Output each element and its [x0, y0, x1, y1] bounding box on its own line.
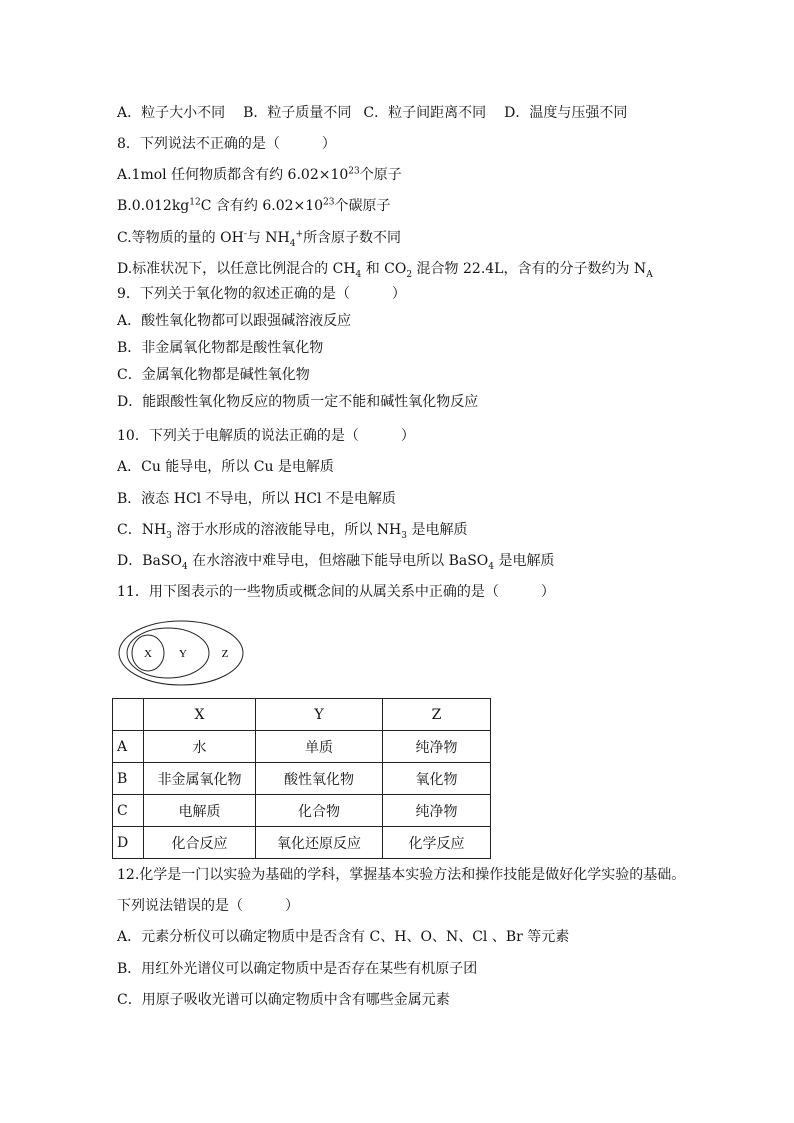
q12-option-a: A．元素分析仪可以确定物质中是否含有 C、H、O、N、Cl 、Br 等元素 — [117, 929, 570, 945]
q10-option-b: B．液态 HCl 不导电，所以 HCl 不是电解质 — [117, 491, 396, 507]
table-row — [113, 731, 491, 763]
table-cell: 电解质 — [144, 795, 256, 827]
table-header-z: Z — [383, 699, 491, 731]
q7-option-b: B．粒子质量不同 — [243, 105, 352, 121]
table-cell: 氧化还原反应 — [256, 827, 383, 859]
q9-option-d: D．能跟酸性氧化物反应的物质一定不能和碱性氧化物反应 — [117, 394, 479, 410]
row-label: D — [113, 827, 144, 859]
q8-option-c: C.等物质的量的 OH-与 $NH_4^+$所含原子数不同 — [117, 229, 402, 249]
table-cell: 酸性氧化物 — [256, 763, 383, 795]
table-row — [113, 795, 491, 827]
table-cell: 单质 — [256, 731, 383, 763]
table-cell: 化学反应 — [383, 827, 491, 859]
q8-option-d: D.标准状况下，以任意比例混合的 $CH_4$ 和 $CO_2$ 混合物 22.4L，含有的分子数约为 $N_A$ — [117, 261, 653, 280]
table-header-row — [113, 699, 491, 731]
table-header-x: X — [144, 699, 256, 731]
venn-middle-ellipse — [127, 628, 209, 678]
table-cell: 化合反应 — [144, 827, 256, 859]
q10-option-d: D．BaSO$_4$ 在水溶液中难导电，但熔融下能导电所以 BaSO$_4$ 是电解质 — [117, 553, 555, 572]
venn-label-x: X — [144, 648, 152, 660]
q12-option-c: C．用原子吸收光谱可以确定物质中含有哪些金属元素 — [117, 992, 450, 1008]
table-cell: 纯净物 — [383, 731, 491, 763]
q12-stem-line1: 12.化学是一门以实验为基础的学科，掌握基本实验方法和操作技能是做好化学实验的基础。 — [117, 867, 686, 883]
q8-option-b: $B.0.012kg^{12}C$ 含有约 $6.02\times 10^{23}$个碳原子 — [117, 197, 391, 214]
q11-options-table — [112, 698, 491, 859]
q9-stem: 9．下列关于氧化物的叙述正确的是（ ） — [117, 286, 406, 302]
table-cell: 非金属氧化物 — [144, 763, 256, 795]
table-cell — [113, 699, 144, 731]
q7-option-a: A．粒子大小不同 — [117, 105, 226, 121]
row-label: B — [113, 763, 144, 795]
q9-option-a: A．酸性氧化物都可以跟强碱溶液反应 — [117, 313, 352, 329]
row-label: A — [113, 731, 144, 763]
q10-option-c: C．$NH_3$ 溶于水形成的溶液能导电，所以 $NH_3$ 是电解质 — [117, 522, 468, 541]
q7-option-c: C．粒子间距离不同 — [363, 105, 487, 121]
row-label: C — [113, 795, 144, 827]
q9-option-b: B．非金属氧化物都是酸性氧化物 — [117, 340, 324, 356]
table-row — [113, 763, 491, 795]
q8-stem: 8．下列说法不正确的是（ ） — [117, 136, 336, 152]
q9-option-c: C．金属氧化物都是碱性氧化物 — [117, 367, 310, 383]
table-cell: 氧化物 — [383, 763, 491, 795]
q7-options — [117, 104, 627, 122]
venn-label-y: Y — [179, 648, 187, 660]
table-row — [113, 827, 491, 859]
q12-option-b: B．用红外光谱仪可以确定物质中是否存在某些有机原子团 — [117, 961, 478, 977]
table-header-y: Y — [256, 699, 383, 731]
q8-option-a: A.1mol 任何物质都含有约 $6.02\times 10^{23}$个原子 — [117, 166, 402, 183]
q11-stem: 11．用下图表示的一些物质或概念间的从属关系中正确的是（ ） — [117, 584, 555, 600]
table-cell: 水 — [144, 731, 256, 763]
q10-option-a: A．Cu 能导电，所以 Cu 是电解质 — [117, 459, 334, 475]
venn-diagram — [117, 618, 249, 688]
q10-stem: 10．下列关于电解质的说法正确的是（ ） — [117, 428, 415, 444]
q7-option-d: D．温度与压强不同 — [504, 105, 628, 121]
venn-label-z: Z — [221, 648, 229, 660]
q12-stem-line2: 下列说法错误的是（ ） — [117, 898, 299, 914]
table-cell: 纯净物 — [383, 795, 491, 827]
table-cell: 化合物 — [256, 795, 383, 827]
